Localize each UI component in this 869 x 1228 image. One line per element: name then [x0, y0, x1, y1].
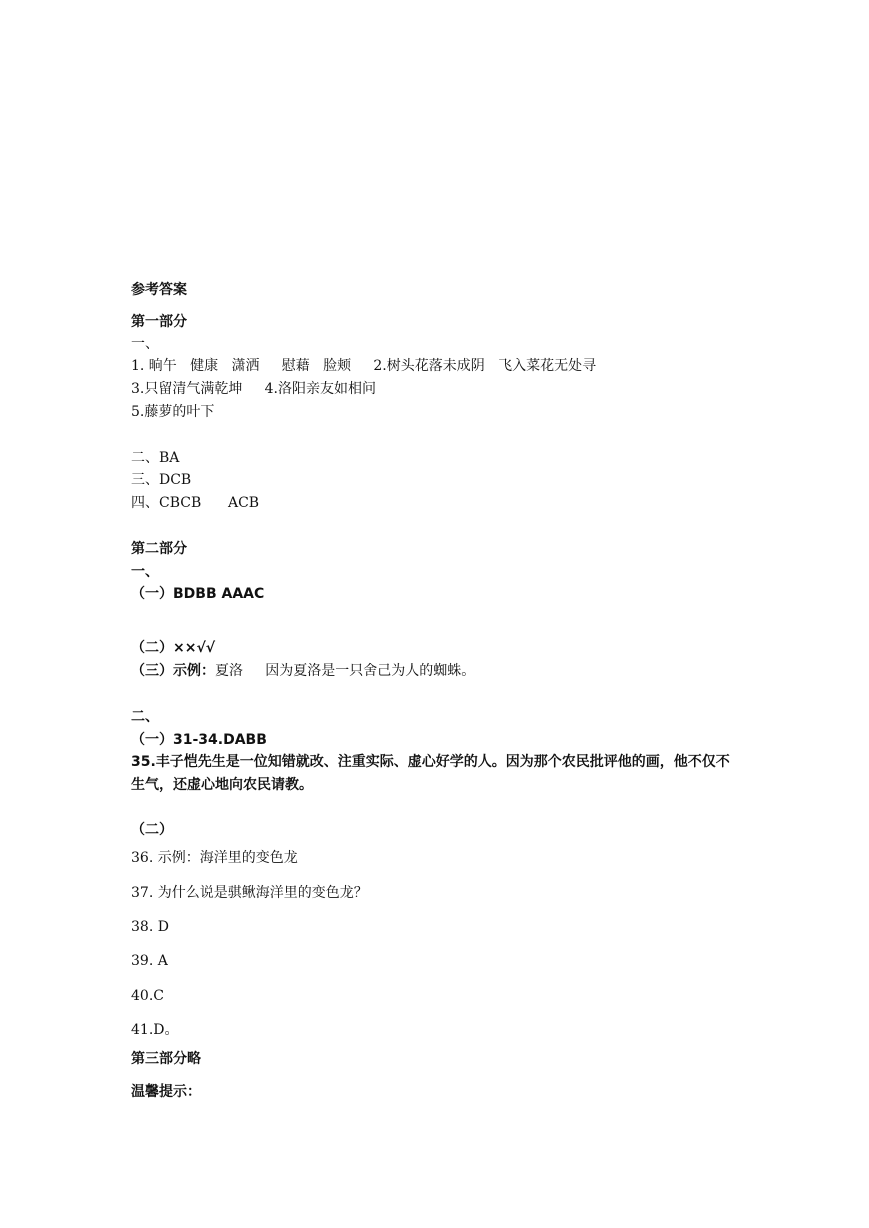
part1-q3: 三、DCB — [131, 472, 192, 488]
part1-line1: 1. 晌午 健康 潇洒 慰藉 脸颊 2.树头花落未成阴 飞入菜花无处寻 — [131, 358, 597, 374]
part2-heading: 第二部分 — [131, 541, 187, 557]
part2-sec1-label: 一、 — [131, 564, 159, 580]
example-label: （三）示例： — [131, 663, 215, 679]
part2-q37: 37. 为什么说是骐鳅海洋里的变色龙？ — [131, 885, 368, 901]
part2-sec1-c — [131, 661, 475, 681]
part1-line3: 5.藤萝的叶下 — [131, 404, 215, 420]
part2-sec2-a: （一）31-34.DABB — [131, 732, 267, 748]
part2-sec1-b: （二）××√√ — [131, 640, 216, 656]
example-text: 夏洛 因为夏洛是一只舍己为人的蜘蛛。 — [215, 663, 476, 679]
part1-heading: 第一部分 — [131, 314, 187, 330]
part2-sec2-label: 二、 — [131, 709, 159, 725]
part2-q35: 35.丰子恺先生是一位知错就改、注重实际、虚心好学的人。因为那个农民批评他的画，他不仅不生气，还虚心地向农民请教。 — [131, 754, 730, 793]
part2-q36: 36. 示例：海洋里的变色龙 — [131, 850, 298, 866]
part2-sec1-a: （一）BDBB AAAC — [131, 586, 265, 602]
part2-q38: 38. D — [131, 919, 169, 935]
part1-line2: 3.只留清气满乾坤 4.洛阳亲友如相问 — [131, 381, 376, 397]
part1-q1-label: 一、 — [131, 336, 159, 352]
warm-tip: 温馨提示： — [131, 1084, 201, 1100]
part2-q40: 40.C — [131, 988, 164, 1004]
part2-sec2-b: （二） — [131, 822, 173, 838]
part3-heading: 第三部分略 — [131, 1051, 201, 1067]
part1-q2: 二、BA — [131, 450, 180, 466]
part2-q39: 39. A — [131, 953, 168, 969]
answer-title: 参考答案 — [131, 282, 187, 298]
part1-q4: 四、CBCB ACB — [131, 495, 260, 511]
part2-q41: 41.D。 — [131, 1022, 179, 1038]
